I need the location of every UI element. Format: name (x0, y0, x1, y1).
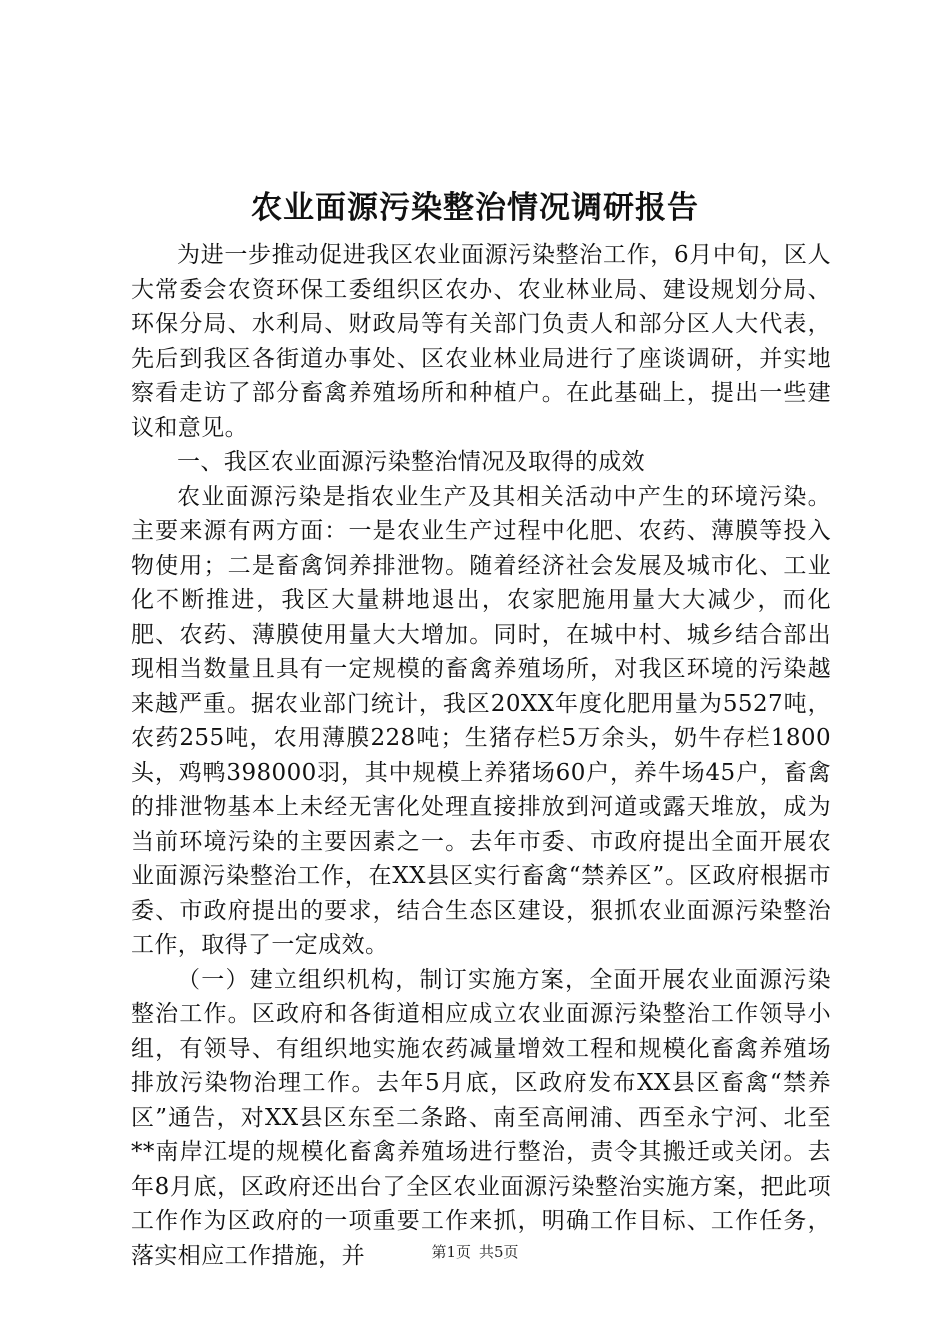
paragraph-subsection-1: （一）建立组织机构，制订实施方案，全面开展农业面源污染整治工作。区政府和各街道相应成立农业面源污染整治工作领导小组，有领导、有组织地实施农药减量增效工程和规模化畜禽养殖场排放污染物治理工作。去年5月底，区政府发布XX县区畜禽“禁养区”通告，对XX县区东至二条路、南至高闸浦、西至永宁河、北至**南岸江堤的规模化畜禽养殖场进行整治，责令其搬迁或关闭。去年8月底，区政府还出台了全区农业面源污染整治实施方案，把此项工作作为区政府的一项重要工作来抓，明确工作目标、工作任务，落实相应工作措施，并 (131, 966, 831, 1269)
page-total: 共5页 (479, 1243, 519, 1261)
document-body (131, 238, 831, 1273)
document-title: 农业面源污染整治情况调研报告 (251, 190, 699, 226)
paragraph-definition: 农业面源污染是指农业生产及其相关活动中产生的环境污染。主要来源有两方面：一是农业生产过程中化肥、农药、薄膜等投入物使用；二是畜禽饲养排泄物。随着经济社会发展及城市化、工业化不断推进，我区大量耕地退出，农家肥施用量大大减少，而化肥、农药、薄膜使用量大大增加。同时，在城中村、城乡结合部出现相当数量且具有一定规模的畜禽养殖场所，对我区环境的污染越来越严重。据农业部门统计，我区20XX年度化肥用量为5527吨，农药255吨，农用薄膜228吨；生猪存栏5万余头，奶牛存栏1800头，鸡鸭398000羽，其中规模上养猪场60户，养牛场45户，畜禽的排泄物基本上未经无害化处理直接排放到河道或露天堆放，成为当前环境污染的主要因素之一。去年市委、市政府提出全面开展农业面源污染整治工作，在XX县区实行畜禽“禁养区”。区政府根据市委、市政府提出的要求，结合生态区建设，狠抓农业面源污染整治工作，取得了一定成效。 (131, 483, 831, 958)
section-heading-1: 一、我区农业面源污染整治情况及取得的成效 (177, 449, 645, 475)
page-number: 第1页 (431, 1243, 471, 1261)
page-footer (0, 1242, 950, 1262)
paragraph-intro: 为进一步推动促进我区农业面源污染整治工作，6月中旬，区人大常委会农资环保工委组织区农办、农业林业局、建设规划分局、环保分局、水利局、财政局等有关部门负责人和部分区人大代表，先后到我区各街道办事处、区农业林业局进行了座谈调研，并实地察看走访了部分畜禽养殖场所和种植户。在此基础上，提出一些建议和意见。 (131, 242, 831, 441)
